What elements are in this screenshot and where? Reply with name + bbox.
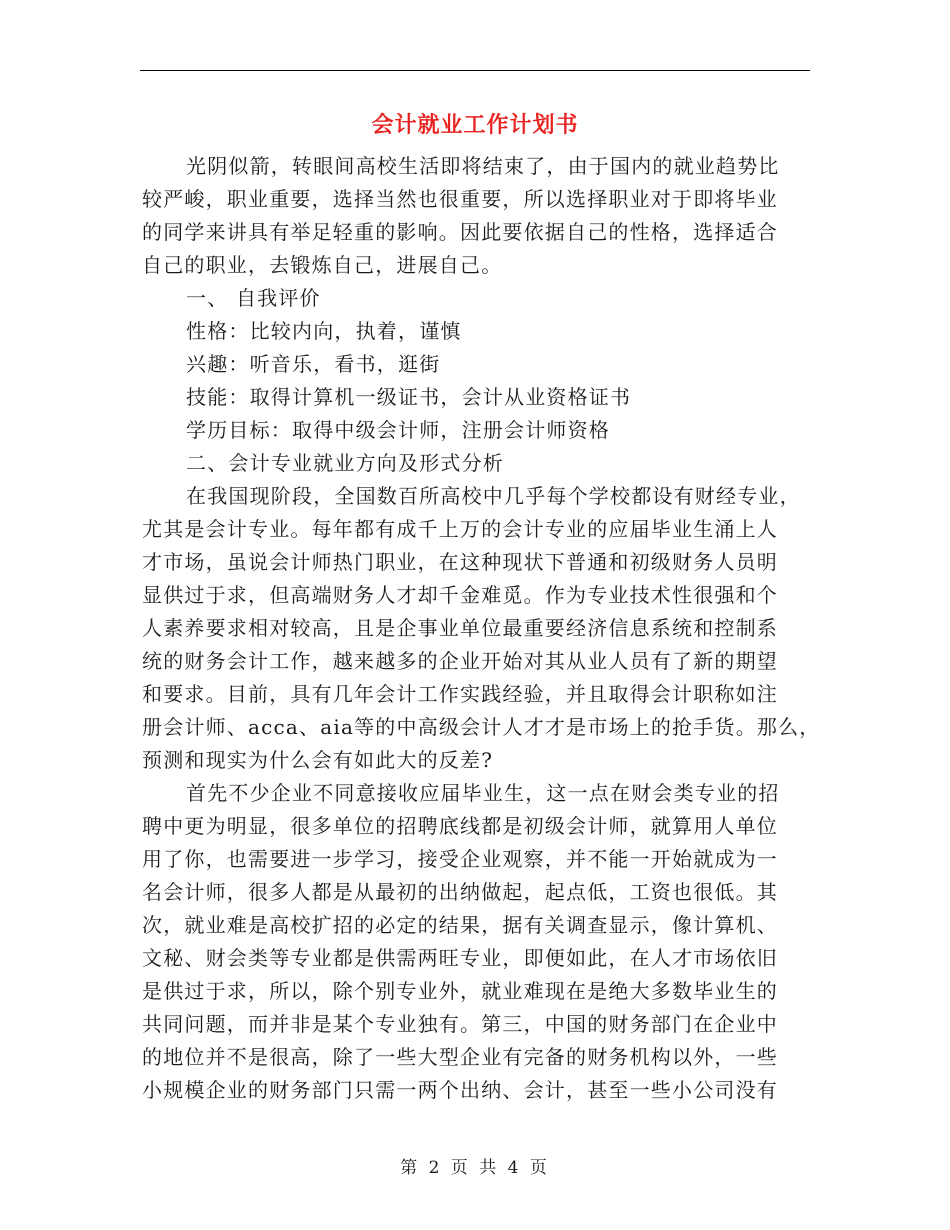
body-line: 名会计师，很多人都是从最初的出纳做起，起点低，工资也很低。其 (142, 880, 778, 904)
document-body (142, 150, 821, 1107)
body-line: 次，就业难是高校扩招的必定的结果，据有关调查显示，像计算机、 (142, 913, 778, 937)
body-line: 用了你，也需要进一步学习，接受企业观察，并不能一开始就成为一 (142, 847, 778, 871)
body-line: 的地位并不是很高，除了一些大型企业有完备的财务机构以外，一些 (142, 1045, 778, 1069)
body-line: 学历目标：取得中级会计师，注册会计师资格 (186, 418, 610, 442)
body-line: 显供过于求，但高端财务人才却千金难觅。作为专业技术性很强和个 (142, 583, 778, 607)
body-line: 在我国现阶段，全国数百所高校中几乎每个学校都设有财经专业， (186, 484, 801, 508)
body-line: 文秘、财会类等专业都是供需两旺专业，即便如此，在人才市场依旧 (142, 946, 778, 970)
body-line: 兴趣：听音乐，看书，逛街 (186, 352, 441, 376)
body-line: 自己的职业，去锻炼自己，进展自己。 (142, 253, 503, 277)
body-line: 聘中更为明显，很多单位的招聘底线都是初级会计师，就算用人单位 (142, 814, 778, 838)
body-line: 性格：比较内向，执着，谨慎 (186, 319, 462, 343)
body-line: 首先不少企业不同意接收应届毕业生，这一点在财会类专业的招 (186, 781, 780, 805)
body-line: 统的财务会计工作，越来越多的企业开始对其从业人员有了新的期望 (142, 649, 778, 673)
body-line: 较严峻，职业重要，选择当然也很重要，所以选择职业对于即将毕业 (142, 187, 778, 211)
body-line: 小规模企业的财务部门只需一两个出纳、会计，甚至一些小公司没有 (142, 1078, 778, 1102)
body-line: 册会计师、acca、aia等的中高级会计人才才是市场上的抢手货。那么， (142, 715, 821, 739)
body-line: 才市场，虽说会计师热门职业，在这种现状下普通和初级财务人员明 (142, 550, 778, 574)
section-heading-self-evaluation: 一、 自我评价 (186, 286, 321, 310)
page-number-footer: 第 2 页 共 4 页 (400, 1158, 550, 1178)
body-line: 光阴似箭，转眼间高校生活即将结束了，由于国内的就业趋势比 (186, 154, 780, 178)
body-line: 预测和现实为什么会有如此大的反差? (142, 748, 494, 772)
section-heading-employment-analysis: 二、会计专业就业方向及形式分析 (186, 451, 504, 475)
header-rule (140, 70, 810, 71)
body-line: 和要求。目前，具有几年会计工作实践经验，并且取得会计职称如注 (142, 682, 778, 706)
document-title: 会计就业工作计划书 (371, 112, 579, 138)
body-line: 共同问题，而并非是某个专业独有。第三，中国的财务部门在企业中 (142, 1012, 778, 1036)
body-line: 的同学来讲具有举足轻重的影响。因此要依据自己的性格，选择适合 (142, 220, 778, 244)
body-line: 人素养要求相对较高，且是企事业单位最重要经济信息系统和控制系 (142, 616, 778, 640)
body-line: 是供过于求，所以，除个别专业外，就业难现在是绝大多数毕业生的 (142, 979, 778, 1003)
body-line: 尤其是会计专业。每年都有成千上万的会计专业的应届毕业生涌上人 (142, 517, 778, 541)
body-line: 技能：取得计算机一级证书，会计从业资格证书 (186, 385, 632, 409)
